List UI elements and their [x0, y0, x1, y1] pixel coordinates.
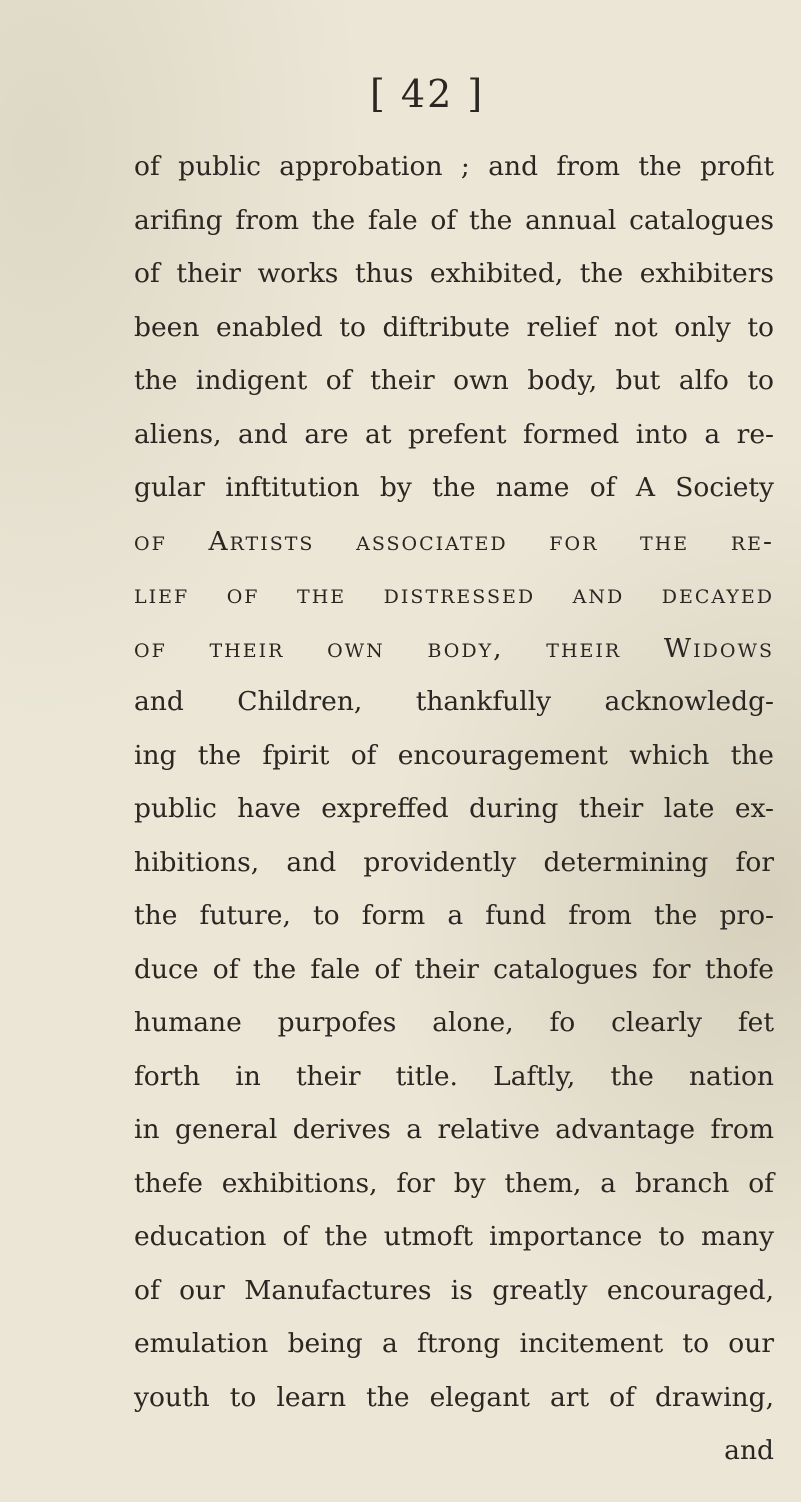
- text-line: thefe exhibitions, for by them, a branch of: [134, 1167, 774, 1199]
- text-line: youth to learn the elegant art of drawing,: [134, 1381, 774, 1413]
- text-line: lief of the distressed and decayed: [134, 579, 774, 610]
- text-line: aliens, and are at prefent formed into a re-: [134, 418, 774, 450]
- text-line: duce of the fale of their catalogues for thofe: [134, 953, 774, 985]
- text-line: arifing from the fale of the annual catalogues: [134, 204, 774, 236]
- text-line: hibitions, and providently determining for: [134, 846, 774, 878]
- page-number: [ 42 ]: [370, 72, 485, 116]
- text-line: gular inftitution by the name of A Society: [134, 472, 774, 503]
- text-line: public have expreffed during their late ex-: [134, 793, 774, 824]
- text-line: emulation being a ftrong incitement to our: [134, 1328, 774, 1359]
- text-line: of our Manufactures is greatly encouraged,: [134, 1274, 774, 1306]
- text-line: of their own body, their Widows: [134, 632, 774, 664]
- text-line: in general derives a relative advantage from: [134, 1114, 774, 1145]
- text-line: education of the utmoft importance to many: [134, 1221, 774, 1252]
- body-text: [134, 140, 774, 1478]
- text-line: forth in their title. Laftly, the nation: [134, 1060, 774, 1092]
- text-line: of their works thus exhibited, the exhibiters: [134, 258, 774, 289]
- text-line: been enabled to diftribute relief not only to: [134, 311, 774, 343]
- text-line: ing the fpirit of encouragement which the: [134, 739, 774, 771]
- text-line: of Artists associated for the re-: [134, 525, 774, 557]
- text-line: and Children, thankfully acknowledg-: [134, 686, 774, 717]
- text-line: of public approbation ; and from the profit: [134, 151, 774, 182]
- text-line: the indigent of their own body, but alfo to: [134, 365, 774, 396]
- text-line: humane purpofes alone, fo clearly fet: [134, 1007, 774, 1038]
- text-line: the future, to form a fund from the pro-: [134, 900, 774, 931]
- catchword: and: [724, 1435, 774, 1466]
